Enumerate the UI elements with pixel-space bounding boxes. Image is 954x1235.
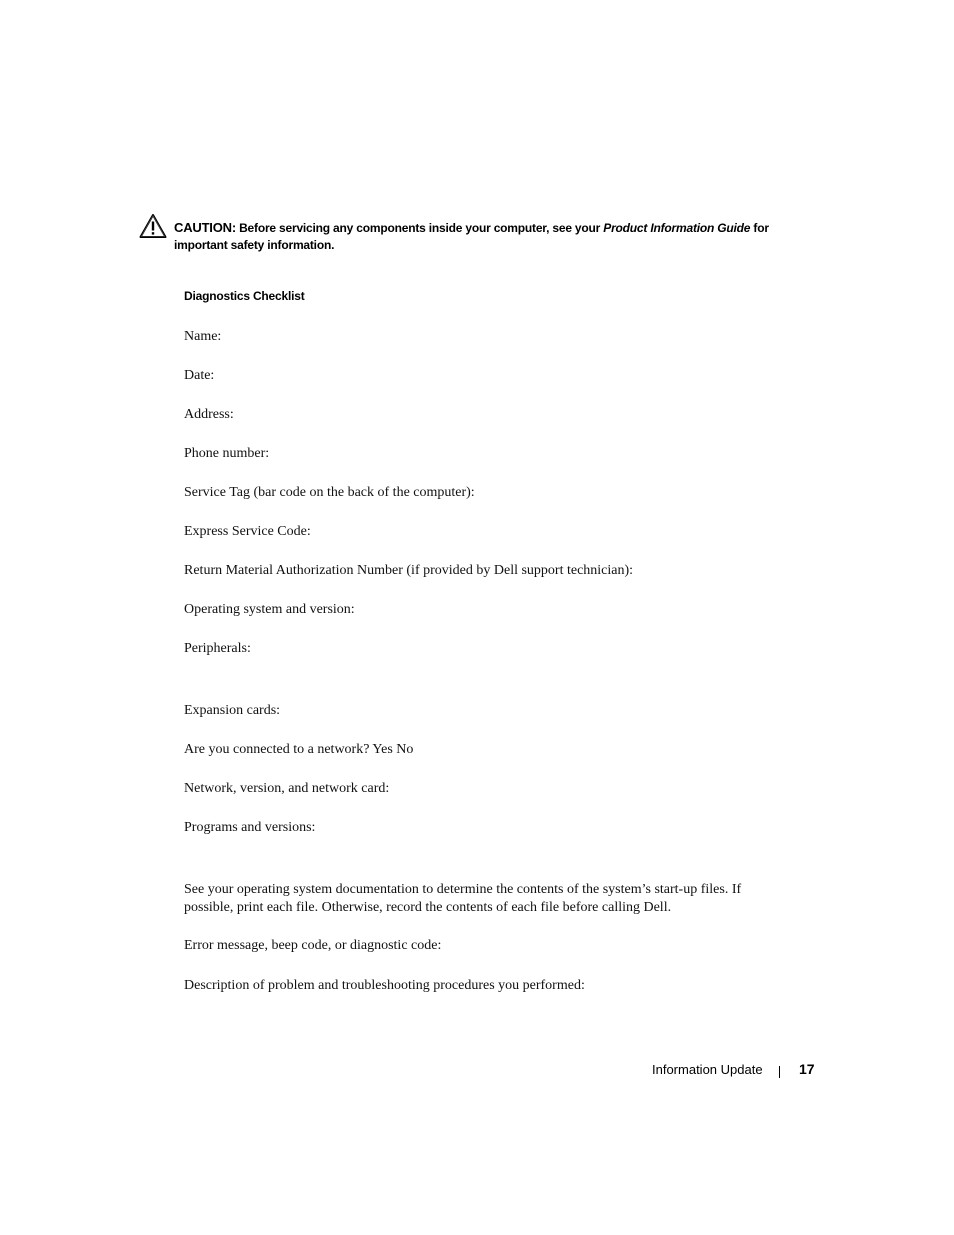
field-network-card-label: Network, version, and network card: bbox=[184, 781, 390, 796]
startup-files-note: See your operating system documentation to determine the contents of the system’s start-up files. If possible, print each file. Otherwise, record the contents of each file before calling Dell. bbox=[184, 882, 742, 915]
warning-triangle-icon bbox=[139, 213, 167, 239]
field-rma-label: Return Material Authorization Number (if provided by Dell support technician): bbox=[184, 563, 634, 578]
footer-section-title: Information Update bbox=[652, 1062, 763, 1077]
field-programs-label: Programs and versions: bbox=[184, 820, 316, 835]
field-expansion-label: Expansion cards: bbox=[184, 703, 281, 718]
caution-text-before: Before servicing any components inside your computer, see your bbox=[235, 221, 604, 235]
field-description-label: Description of problem and troubleshooting procedures you performed: bbox=[184, 978, 585, 993]
field-peripherals-label: Peripherals: bbox=[184, 641, 251, 656]
field-os-label: Operating system and version: bbox=[184, 602, 355, 617]
checklist-title: Diagnostics Checklist bbox=[184, 289, 305, 303]
field-date-label: Date: bbox=[184, 368, 215, 383]
field-express-code-label: Express Service Code: bbox=[184, 524, 311, 539]
caution-text-after: for important safety information. bbox=[174, 221, 769, 252]
field-service-tag-label: Service Tag (bar code on the back of the computer): bbox=[184, 485, 475, 500]
field-address-label: Address: bbox=[184, 407, 234, 422]
footer-divider bbox=[779, 1066, 780, 1078]
field-phone-label: Phone number: bbox=[184, 446, 270, 461]
caution-guide-title: Product Information Guide bbox=[603, 221, 751, 235]
field-network-question: Are you connected to a network? Yes No bbox=[184, 742, 414, 757]
page-number: 17 bbox=[799, 1061, 815, 1077]
caution-text bbox=[174, 219, 774, 254]
field-error-message-label: Error message, beep code, or diagnostic code: bbox=[184, 938, 442, 953]
field-name-label: Name: bbox=[184, 329, 222, 344]
caution-label: CAUTION: bbox=[174, 220, 236, 235]
